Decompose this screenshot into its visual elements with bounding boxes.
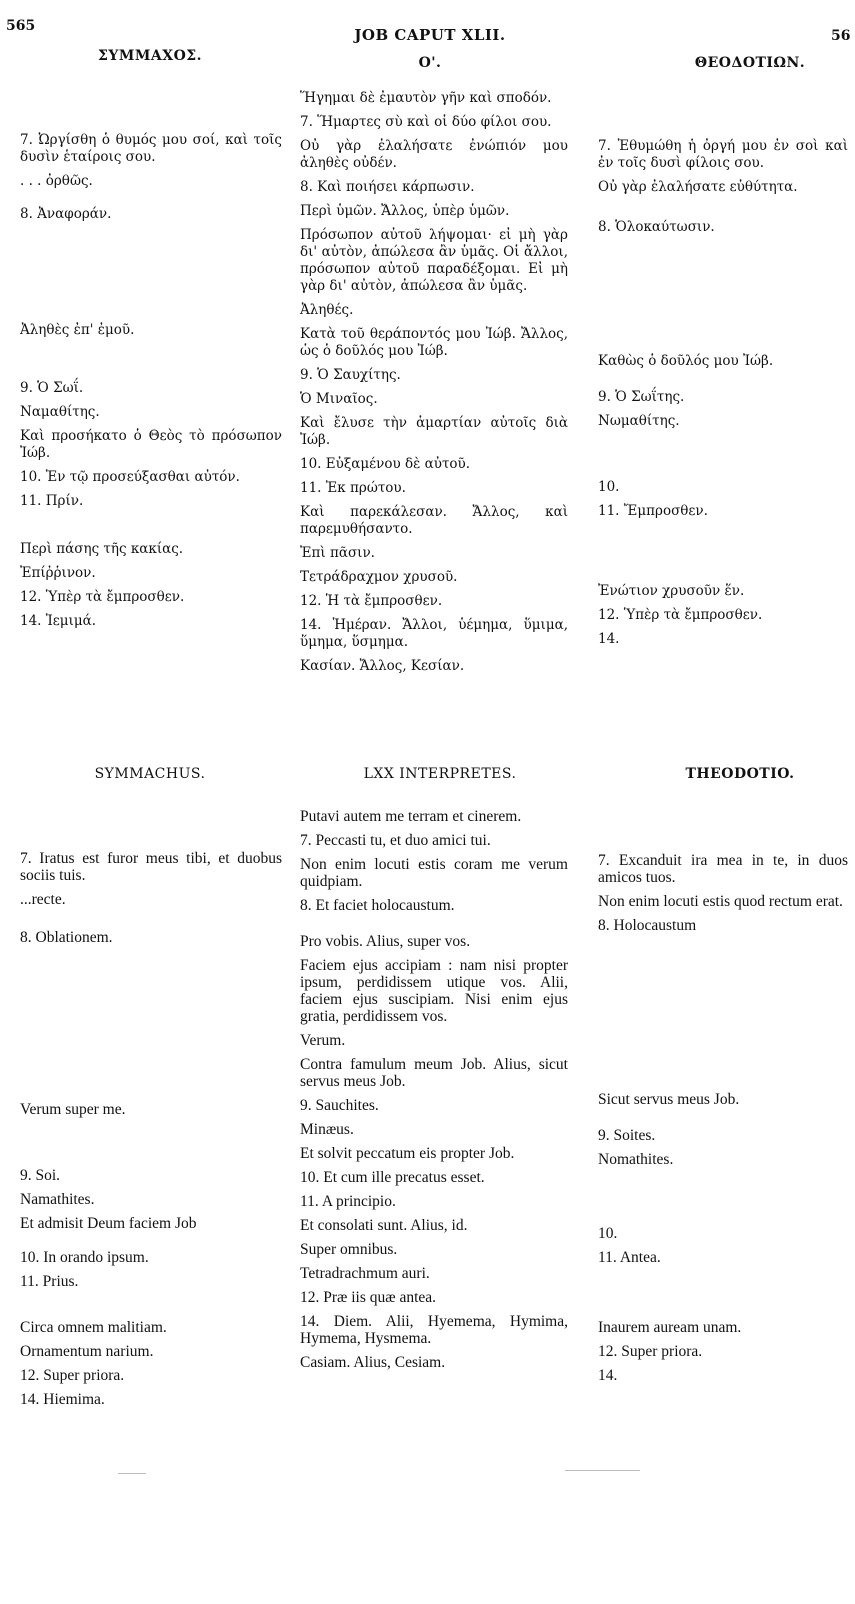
greek-header-lxx: Ο'.: [418, 55, 442, 71]
greek-lxx-entry: Κατὰ τοῦ θεράποντός μου Ἰώβ. Ἄλλος, ὡς ὁ δοῦλός μου Ἰώβ.: [300, 326, 568, 359]
latin-lxx-entry: 14. Diem. Alii, Hyemema, Hymima, Hymema, Hysmema.: [300, 1313, 568, 1347]
latin-theodotion-column: [598, 852, 848, 1391]
greek-lxx-entry: Ἐπὶ πᾶσιν.: [300, 545, 375, 561]
latin-symmachus-entry: 12. Super priora.: [20, 1367, 125, 1384]
greek-symmachus-entry: 14. Ἰεμιμά.: [20, 613, 97, 629]
greek-theodotion-entry: 12. Ὑπὲρ τὰ ἔμπροσθεν.: [598, 607, 763, 623]
latin-symmachus-column: [20, 850, 282, 1415]
running-head: JOB CAPUT XLII.: [354, 26, 506, 44]
page-number-right: 56: [831, 28, 851, 44]
latin-lxx-entry: 12. Præ iis quæ antea.: [300, 1289, 437, 1306]
latin-lxx-entry: Pro vobis. Alius, super vos.: [300, 933, 471, 950]
latin-symmachus-entry: Verum super me.: [20, 1101, 126, 1118]
latin-lxx-column: [300, 808, 568, 1378]
latin-symmachus-entry: 11. Prius.: [20, 1273, 79, 1290]
greek-lxx-entry: 8. Καὶ ποιήσει κάρπωσιν.: [300, 179, 475, 195]
greek-symmachus-entry: 9. Ὁ Σωΐ.: [20, 380, 84, 396]
latin-lxx-entry: Putavi autem me terram et cinerem.: [300, 808, 522, 825]
greek-lxx-entry: 9. Ὁ Σαυχίτης.: [300, 367, 401, 383]
latin-lxx-entry: Contra famulum meum Job. Alius, sicut servus meus Job.: [300, 1056, 568, 1090]
latin-lxx-entry: Et solvit peccatum eis propter Job.: [300, 1145, 515, 1162]
greek-theodotion-entry: 14.: [598, 631, 620, 647]
latin-symmachus-entry: Ornamentum narium.: [20, 1343, 154, 1360]
latin-lxx-entry: 10. Et cum ille precatus esset.: [300, 1169, 485, 1186]
page-number-left: 565: [6, 18, 36, 34]
greek-theodotion-entry: Οὐ γὰρ ἐλαλήσατε εὐθύτητα.: [598, 179, 798, 195]
latin-theodotion-entry: 10.: [598, 1225, 618, 1242]
latin-header-lxx: LXX INTERPRETES.: [363, 766, 517, 782]
latin-lxx-entry: Tetradrachmum auri.: [300, 1265, 430, 1282]
greek-lxx-entry: Ὁ Μιναῖος.: [300, 391, 378, 407]
greek-lxx-entry: Ἀληθές.: [300, 302, 354, 318]
latin-lxx-entry: Non enim locuti estis coram me verum quidpiam.: [300, 856, 568, 890]
latin-theodotion-entry: 14.: [598, 1367, 618, 1384]
greek-lxx-entry: Καὶ ἔλυσε τὴν ἁμαρτίαν αὐτοῖς διὰ Ἰώβ.: [300, 415, 568, 448]
greek-lxx-column: [300, 90, 568, 682]
latin-symmachus-entry: 8. Oblationem.: [20, 929, 113, 946]
greek-theodotion-entry: 7. Ἐθυμώθη ἡ ὀργή μου ἐν σοὶ καὶ ἐν τοῖς δυσὶ φίλοις σου.: [598, 138, 848, 171]
latin-theodotion-entry: Non enim locuti estis quod rectum erat.: [598, 893, 843, 910]
greek-lxx-entry: Καὶ παρεκάλεσαν. Ἄλλος, καὶ παρεμυθήσαντο.: [300, 504, 568, 537]
greek-lxx-entry: Περὶ ὑμῶν. Ἄλλος, ὑπὲρ ὑμῶν.: [300, 203, 510, 219]
greek-symmachus-entry: Ἀληθὲς ἐπ' ἐμοῦ.: [20, 322, 135, 338]
greek-lxx-entry: 12. Ἡ τὰ ἔμπροσθεν.: [300, 593, 443, 609]
greek-theodotion-column: [598, 138, 848, 655]
greek-symmachus-entry: Ναμαθίτης.: [20, 404, 100, 420]
scan-mark: [118, 1473, 146, 1474]
latin-symmachus-entry: ...recte.: [20, 891, 66, 908]
latin-header-theodotion: THEODOTIO.: [685, 766, 795, 782]
latin-lxx-entry: 9. Sauchites.: [300, 1097, 379, 1114]
greek-theodotion-entry: 11. Ἔμπροσθεν.: [598, 503, 708, 519]
greek-symmachus-entry: 11. Πρίν.: [20, 493, 84, 509]
greek-symmachus-entry: Ἐπίῤῥινον.: [20, 565, 96, 581]
latin-lxx-entry: Et consolati sunt. Alius, id.: [300, 1217, 468, 1234]
latin-theodotion-entry: 11. Antea.: [598, 1249, 661, 1266]
greek-lxx-entry: Πρόσωπον αὐτοῦ λήψομαι· εἰ μὴ γὰρ δι' αὐτὸν, ἀπώλεσα ἂν ὑμᾶς. Οἱ ἄλλοι, πρόσωπον αὐτοῦ παραδέξομαι. Εἰ μὴ γὰρ δι' αὐτὸν, ἀπώλεσα ἂν ὑμᾶς.: [300, 227, 568, 294]
latin-theodotion-entry: Sicut servus meus Job.: [598, 1091, 740, 1108]
latin-theodotion-entry: Nomathites.: [598, 1151, 674, 1168]
greek-symmachus-column: [20, 132, 282, 637]
latin-symmachus-entry: 9. Soi.: [20, 1167, 61, 1184]
latin-lxx-entry: Super omnibus.: [300, 1241, 398, 1258]
latin-lxx-entry: 7. Peccasti tu, et duo amici tui.: [300, 832, 491, 849]
greek-theodotion-entry: 8. Ὁλοκαύτωσιν.: [598, 219, 715, 235]
greek-symmachus-entry: Περὶ πάσης τῆς κακίας.: [20, 541, 184, 557]
greek-lxx-entry: 14. Ἡμέραν. Ἄλλοι, ὑέμημα, ὕμιμα, ὕμημα, ὕσμημα.: [300, 617, 568, 650]
latin-theodotion-entry: 8. Holocaustum: [598, 917, 697, 934]
greek-symmachus-entry: 10. Ἐν τῷ προσεύξασθαι αὐτόν.: [20, 469, 240, 485]
greek-theodotion-entry: 10.: [598, 479, 620, 495]
latin-symmachus-entry: Et admisit Deum faciem Job: [20, 1215, 197, 1232]
latin-lxx-entry: Faciem ejus accipiam : nam nisi propter ipsum, perdidissem utique vos. Alii, faciem ejus suscipiam. Nisi enim ejus gratia, perdidissem vos.: [300, 957, 568, 1025]
scan-mark: [565, 1470, 640, 1471]
greek-lxx-entry: Κασίαν. Ἄλλος, Κεσίαν.: [300, 658, 465, 674]
greek-lxx-entry: Οὐ γὰρ ἐλαλήσατε ἐνώπιόν μου ἀληθὲς οὐδέν.: [300, 138, 568, 171]
latin-theodotion-entry: 9. Soites.: [598, 1127, 656, 1144]
greek-symmachus-entry: Καὶ προσήκατο ὁ Θεὸς τὸ πρόσωπον Ἰώβ.: [20, 428, 282, 461]
greek-symmachus-entry: 12. Ὑπὲρ τὰ ἔμπροσθεν.: [20, 589, 185, 605]
latin-theodotion-entry: Inaurem auream unam.: [598, 1319, 742, 1336]
latin-symmachus-entry: 7. Iratus est furor meus tibi, et duobus sociis tuis.: [20, 850, 282, 884]
latin-header-symmachus: SYMMACHUS.: [94, 766, 206, 782]
latin-symmachus-entry: 10. In orando ipsum.: [20, 1249, 149, 1266]
greek-theodotion-entry: Ἐνώτιον χρυσοῦν ἕν.: [598, 583, 745, 599]
latin-symmachus-entry: Circa omnem malitiam.: [20, 1319, 167, 1336]
greek-lxx-entry: 7. Ἥμαρτες σὺ καὶ οἱ δύο φίλοι σου.: [300, 114, 552, 130]
latin-symmachus-entry: Namathites.: [20, 1191, 95, 1208]
greek-lxx-entry: Τετράδραχμον χρυσοῦ.: [300, 569, 458, 585]
greek-lxx-entry: 11. Ἐκ πρώτου.: [300, 480, 406, 496]
latin-lxx-entry: Verum.: [300, 1032, 346, 1049]
greek-theodotion-entry: 9. Ὁ Σωΐτης.: [598, 389, 685, 405]
latin-lxx-entry: 8. Et faciet holocaustum.: [300, 897, 455, 914]
greek-lxx-entry: 10. Εὐξαμένου δὲ αὐτοῦ.: [300, 456, 471, 472]
latin-theodotion-entry: 7. Excanduit ira mea in te, in duos amicos tuos.: [598, 852, 848, 886]
latin-symmachus-entry: 14. Hiemima.: [20, 1391, 105, 1408]
latin-lxx-entry: Minæus.: [300, 1121, 354, 1138]
greek-lxx-entry: Ἥγημαι δὲ ἐμαυτὸν γῆν καὶ σποδόν.: [300, 90, 552, 106]
greek-header-symmachus: ΣΥΜΜΑΧΟΣ.: [97, 48, 203, 64]
greek-theodotion-entry: Καθὼς ὁ δοῦλός μου Ἰώβ.: [598, 353, 774, 369]
latin-lxx-entry: 11. A principio.: [300, 1193, 396, 1210]
greek-symmachus-entry: . . . ὀρθῶς.: [20, 173, 93, 189]
greek-symmachus-entry: 8. Ἀναφοράν.: [20, 206, 112, 222]
greek-theodotion-entry: Νωμαθίτης.: [598, 413, 680, 429]
greek-header-theodotion: ΘΕΟΔΟΤΙΩΝ.: [694, 55, 806, 71]
latin-lxx-entry: Casiam. Alius, Cesiam.: [300, 1354, 446, 1371]
greek-symmachus-entry: 7. Ὠργίσθη ὁ θυμός μου σοί, καὶ τοῖς δυσὶν ἑταίροις σου.: [20, 132, 282, 165]
latin-theodotion-entry: 12. Super priora.: [598, 1343, 703, 1360]
